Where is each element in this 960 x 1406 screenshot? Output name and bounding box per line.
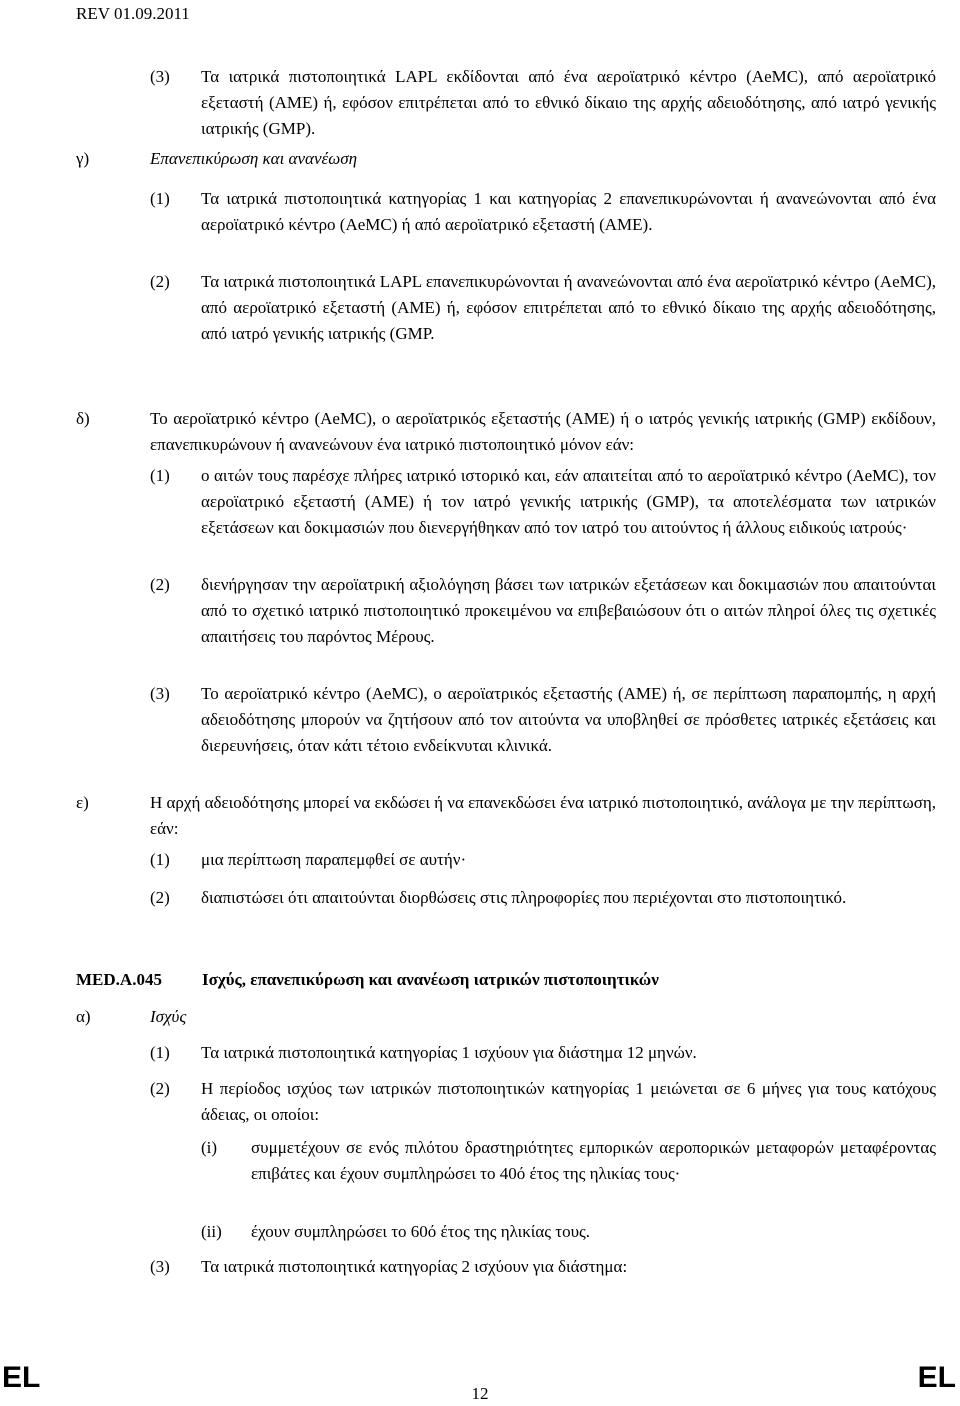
item-text: Τα ιατρικά πιστοποιητικά κατηγορίας 2 ισχύουν για διάστημα: <box>201 1257 628 1276</box>
item-d2 <box>150 572 936 650</box>
item-text: διαπιστώσει ότι απαιτούνται διορθώσεις στις πληροφορίες που περιέχονται στο πιστοποιητικό. <box>201 888 847 907</box>
footer-language-right: EL <box>917 1361 956 1394</box>
subitem-i <box>201 1135 936 1187</box>
item-text: Το αεροϊατρικό κέντρο (AeMC), ο αεροϊατρικός εξεταστής (AME) ή, σε περίπτωση παραπομπής, η αρχή αδειοδότησης μπορούν να ζητήσουν από τον αιτούντα να υποβληθεί σε πρόσθετες ιατρικές εξετάσεις και διερευνήσεις, όταν κάτι τέτοιο ενδείκνυται κλινικά. <box>201 684 936 755</box>
section-gamma <box>76 146 936 172</box>
item-label: (2) <box>150 888 170 907</box>
article-title: Ισχύς, επανεπικύρωση και ανανέωση ιατρικών πιστοποιητικών <box>202 970 659 989</box>
subitem-ii <box>201 1219 936 1245</box>
item-label: (2) <box>150 575 170 594</box>
section-heading: Επανεπικύρωση και ανανέωση <box>150 149 358 168</box>
item-label: (2) <box>150 272 170 291</box>
item-label: (2) <box>150 1079 170 1098</box>
item-text: Η περίοδος ισχύος των ιατρικών πιστοποιητικών κατηγορίας 1 μειώνεται σε 6 μήνες για τους κατόχους άδειας, οι οποίοι: <box>201 1079 936 1124</box>
item-label: (1) <box>150 850 170 869</box>
section-heading: Ισχύς <box>150 1007 187 1026</box>
item-a2 <box>150 1076 936 1128</box>
item-e1 <box>150 847 936 873</box>
item-a1 <box>150 1040 936 1066</box>
revision-header: REV 01.09.2011 <box>76 4 190 23</box>
subitem-text: έχουν συμπληρώσει το 60ό έτος της ηλικίας τους. <box>251 1222 590 1241</box>
section-label: δ) <box>76 409 90 428</box>
section-delta <box>76 406 936 458</box>
item-label: (3) <box>150 1257 170 1276</box>
item-text: Τα ιατρικά πιστοποιητικά κατηγορίας 1 και κατηγορίας 2 επανεπικυρώνονται ή ανανεώνονται από ένα αεροϊατρικό κέντρο (AeMC) ή από αεροϊατρικό εξεταστή (AME). <box>201 189 936 234</box>
item-text: Τα ιατρικά πιστοποιητικά LAPL επανεπικυρώνονται ή ανανεώνονται από ένα αεροϊατρικό κέντρο (AeMC), από αεροϊατρικό εξεταστή (AME) ή, εφόσον επιτρέπεται από το εθνικό δίκαιο της αρχής αδειοδότησης, από ιατρό γενικής ιατρικής (GMP. <box>201 272 936 343</box>
item-label: (1) <box>150 189 170 208</box>
item-g2 <box>150 269 936 347</box>
item-text: Τα ιατρικά πιστοποιητικά LAPL εκδίδονται από ένα αεροϊατρικό κέντρο (AeMC), από αεροϊατρικό εξεταστή (AME) ή, εφόσον επιτρέπεται από το εθνικό δίκαιο της αρχής αδειοδότησης, από ιατρό γενικής ιατρικής (GMP). <box>201 67 936 138</box>
footer-language-left: EL <box>2 1361 41 1394</box>
item-d1 <box>150 463 936 541</box>
section-label: α) <box>76 1007 91 1026</box>
item-b3 <box>150 64 936 142</box>
item-g1 <box>150 186 936 238</box>
section-label: ε) <box>76 793 89 812</box>
item-text: μια περίπτωση παραπεμφθεί σε αυτήν· <box>201 850 467 869</box>
article-heading <box>76 967 936 993</box>
item-text: Τα ιατρικά πιστοποιητικά κατηγορίας 1 ισχύουν για διάστημα 12 μηνών. <box>201 1043 697 1062</box>
section-text: Το αεροϊατρικό κέντρο (AeMC), ο αεροϊατρικός εξεταστής (AME) ή ο ιατρός γενικής ιατρικής (GMP) εκδίδουν, επανεπικυρώνουν ή ανανεώνουν ένα ιατρικό πιστοποιητικό μόνον εάν: <box>150 409 936 454</box>
section-alpha <box>76 1004 936 1030</box>
section-epsilon <box>76 790 936 842</box>
item-a3 <box>150 1254 936 1280</box>
item-d3 <box>150 681 936 759</box>
item-label: (1) <box>150 1043 170 1062</box>
item-label: (3) <box>150 67 170 86</box>
item-label: (1) <box>150 466 170 485</box>
item-label: (3) <box>150 684 170 703</box>
article-number: MED.A.045 <box>76 970 162 989</box>
item-text: διενήργησαν την αεροϊατρική αξιολόγηση βάσει των ιατρικών εξετάσεων και δοκιμασιών που απαιτούνται από το σχετικό ιατρικό πιστοποιητικό προκειμένου να επιβεβαιώσουν ότι ο αιτών πληροί όλες τις σχετικές απαιτήσεις του παρόντος Μέρους. <box>201 575 936 646</box>
item-text: ο αιτών τους παρέσχε πλήρες ιατρικό ιστορικό και, εάν απαιτείται από το αεροϊατρικό κέντρο (AeMC), τον αεροϊατρικό εξεταστή (AME) ή τον ιατρό γενικής ιατρικής (GMP), τα αποτελέσματα των ιατρικών εξετάσεων και δοκιμασιών που διενεργήθηκαν από τον ιατρό του αιτούντος ή άλλους ειδικούς ιατρούς· <box>201 466 936 537</box>
section-label: γ) <box>76 149 90 168</box>
subitem-label: (i) <box>201 1138 218 1157</box>
subitem-label: (ii) <box>201 1222 222 1241</box>
page-number: 12 <box>471 1384 489 1403</box>
item-e2 <box>150 885 936 911</box>
subitem-text: συμμετέχουν σε ενός πιλότου δραστηριότητες εμπορικών αεροπορικών μεταφορών μεταφέροντας επιβάτες και έχουν συμπληρώσει το 40ό έτος της ηλικίας τους· <box>251 1138 936 1183</box>
section-text: Η αρχή αδειοδότησης μπορεί να εκδώσει ή να επανεκδώσει ένα ιατρικό πιστοποιητικό, ανάλογα με την περίπτωση, εάν: <box>150 793 936 838</box>
